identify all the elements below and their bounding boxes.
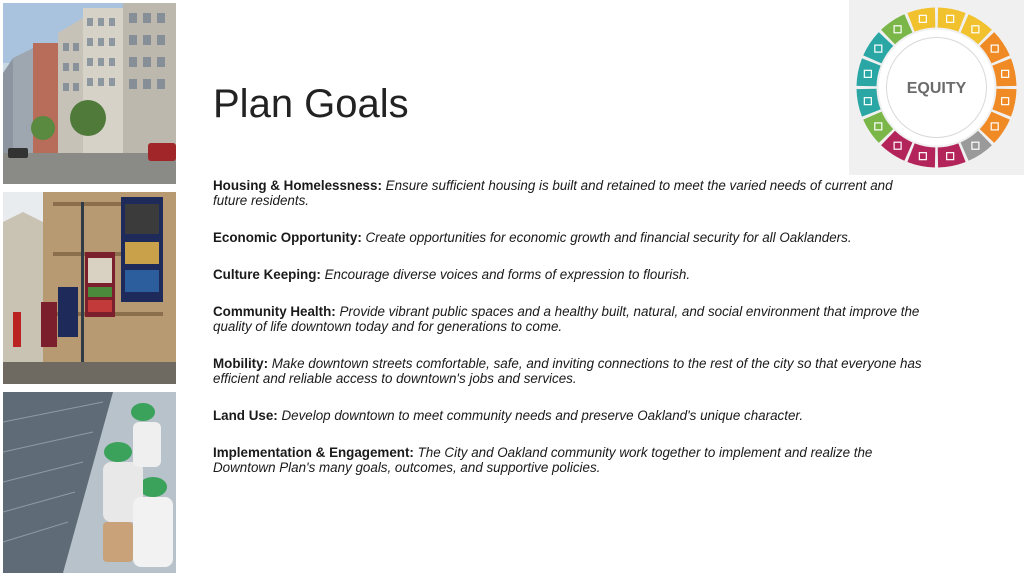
- goal-label: Mobility:: [213, 356, 269, 371]
- goal-land-use: [213, 408, 923, 423]
- goal-label: Culture Keeping:: [213, 267, 321, 282]
- equity-wheel-icon: [849, 0, 1024, 175]
- wheel-segment: [857, 89, 881, 117]
- wheel-segment: [992, 89, 1016, 117]
- wheel-segment: [938, 143, 966, 167]
- mobility-photo: [3, 392, 176, 573]
- solar-panel-workers-photo-icon: [3, 392, 176, 573]
- equity-wheel: [849, 0, 1024, 175]
- goal-label: Implementation & Engagement:: [213, 445, 414, 460]
- goal-text: Make downtown streets comfortable, safe, and inviting connections to the rest of the city so that everyone has efficient and reliable access to downtown's jobs and services.: [213, 356, 922, 386]
- goal-text: Create opportunities for economic growth and financial security for all Oaklanders.: [365, 230, 852, 245]
- goal-label: Economic Opportunity:: [213, 230, 362, 245]
- apartment-buildings-photo-icon: [3, 3, 176, 184]
- goal-implementation: [213, 445, 923, 475]
- goal-text: Ensure sufficient housing is built and retained to meet the varied needs of current and future residents.: [213, 178, 893, 208]
- goal-housing: [213, 178, 923, 208]
- culture-photo: [3, 192, 176, 384]
- goal-label: Housing & Homelessness:: [213, 178, 382, 193]
- street-banners-photo-icon: [3, 192, 176, 384]
- wheel-segment: [907, 8, 935, 32]
- goal-culture: [213, 267, 923, 282]
- goal-text: Develop downtown to meet community needs and preserve Oakland's unique character.: [281, 408, 804, 423]
- goal-text: Encourage diverse voices and forms of expression to flourish.: [324, 267, 691, 282]
- goal-label: Land Use:: [213, 408, 278, 423]
- goal-mobility: [213, 356, 923, 386]
- page-title: Plan Goals: [213, 82, 409, 126]
- wheel-segment: [992, 58, 1016, 86]
- goal-label: Community Health:: [213, 304, 336, 319]
- equity-center-label: EQUITY: [906, 80, 967, 97]
- goal-economic: [213, 230, 923, 245]
- goal-community-health: [213, 304, 923, 334]
- goal-text: Provide vibrant public spaces and a healthy built, natural, and social environment that improve the quality of life downtown today and for generations to come.: [213, 304, 920, 334]
- wheel-segment: [907, 143, 935, 167]
- goal-text: The City and Oakland community work together to implement and realize the Downtown Plan's many goals, outcomes, and supportive policies.: [213, 445, 873, 475]
- housing-photo: [3, 3, 176, 184]
- wheel-segment: [857, 58, 881, 86]
- wheel-segment: [938, 8, 966, 32]
- goals-list: [213, 178, 923, 475]
